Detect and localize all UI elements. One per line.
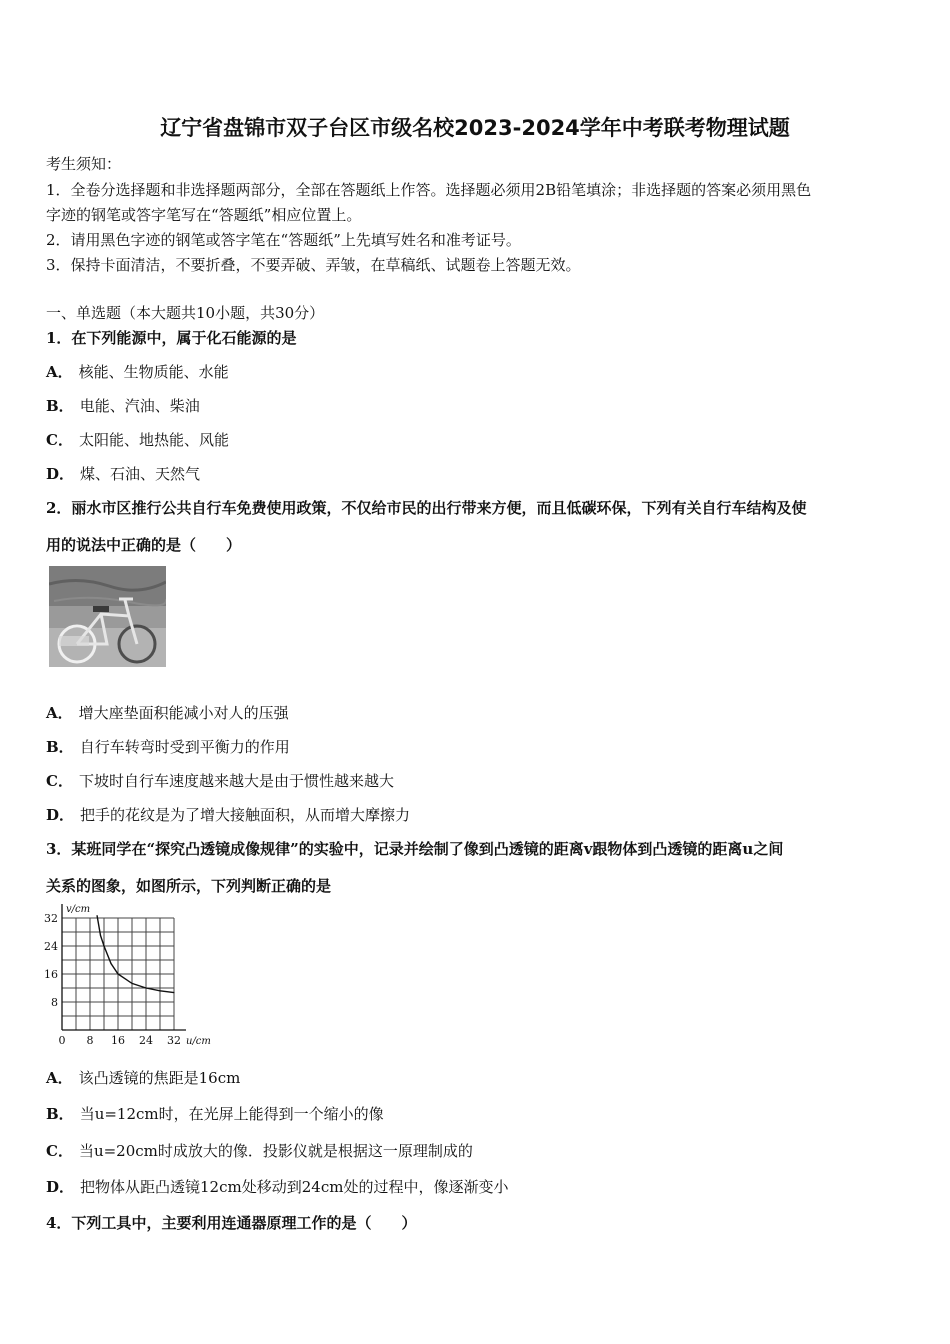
option-text: 把手的花纹是为了增大接触面积，从而增大摩擦力 (80, 806, 411, 824)
data-point (117, 973, 118, 974)
q3-option-b (46, 1103, 384, 1124)
question-3-stem-line1: 3．某班同学在“探究凸透镜成像规律”的实验中，记录并绘制了像到凸透镜的距离v跟物体到凸透镜的距离u之间 (46, 840, 784, 858)
data-point (159, 990, 160, 991)
section-heading: 一、单选题（本大题共10小题，共30分） (46, 304, 325, 322)
data-point (103, 945, 104, 946)
q1-option-a (46, 361, 229, 382)
x-tick-label: 0 (58, 1034, 66, 1047)
x-tick-label: 32 (167, 1034, 181, 1047)
option-text: 把物体从距凸透镜12cm处移动到24cm处的过程中，像逐渐变小 (80, 1178, 509, 1196)
series-curve (97, 915, 174, 992)
y-tick-label: 8 (51, 996, 58, 1009)
option-text: 电能、汽油、柴油 (79, 397, 200, 415)
data-point (100, 935, 101, 936)
q3-option-a (46, 1067, 240, 1088)
q1-option-d (46, 463, 200, 484)
option-text: 太阳能、地热能、风能 (78, 431, 229, 449)
notice-item: 2．请用黑色字迹的钢笔或答字笔在“答题纸”上先填写姓名和准考证号。 (46, 231, 521, 249)
x-tick-label: 8 (86, 1034, 94, 1047)
option-text: 煤、石油、天然气 (80, 465, 201, 483)
option-text: 当u=12cm时，在光屏上能得到一个缩小的像 (79, 1105, 384, 1123)
option-key: D． (46, 1178, 75, 1196)
q2-option-a (46, 702, 289, 723)
question-2-stem-line2: 用的说法中正确的是（ ） (46, 536, 242, 554)
data-point (145, 987, 146, 988)
option-key: B． (46, 1105, 74, 1123)
question-3-stem-line2: 关系的图象，如图所示，下列判断正确的是 (46, 877, 332, 895)
q2-option-c (46, 770, 394, 791)
notice-item: 1．全卷分选择题和非选择题两部分，全部在答题纸上作答。选择题必须用2B铅笔填涂；非选择题的答案必须用黑色 (46, 181, 812, 199)
x-tick-label: 16 (111, 1034, 125, 1047)
page-title: 辽宁省盘锦市双子台区市级名校2023-2024学年中考联考物理试题 (160, 116, 790, 140)
option-key: D． (46, 806, 75, 824)
option-text: 下坡时自行车速度越来越大是由于惯性越来越大 (78, 772, 394, 790)
option-text: 当u=20cm时成放大的像．投影仪就是根据这一原理制成的 (78, 1142, 473, 1160)
y-tick-label: 16 (44, 968, 58, 981)
option-key: A． (46, 363, 73, 381)
q2-option-d (46, 804, 410, 825)
x-axis-label: u/cm (186, 1036, 211, 1047)
q1-option-b (46, 395, 200, 416)
data-point (173, 992, 174, 993)
option-key: C． (46, 772, 73, 790)
question-1-stem: 1．在下列能源中，属于化石能源的是 (46, 329, 297, 347)
question-2-stem-line1: 2．丽水市区推行公共自行车免费使用政策，不仅给市民的出行带来方便，而且低碳环保，下列有关自行车结构及使 (46, 499, 807, 517)
option-key: A． (46, 1069, 73, 1087)
option-key: D． (46, 465, 75, 483)
option-key: B． (46, 738, 74, 756)
option-key: B． (46, 397, 74, 415)
q2-option-b (46, 736, 290, 757)
option-key: C． (46, 431, 73, 449)
q3-option-c (46, 1140, 473, 1161)
notice-item: 字迹的钢笔或答字笔写在“答题纸”相应位置上。 (46, 206, 362, 224)
option-key: A． (46, 704, 73, 722)
notice-heading: 考生须知： (46, 155, 122, 173)
option-text: 增大座垫面积能减小对人的压强 (78, 704, 289, 722)
data-point (110, 963, 111, 964)
notice-item: 3．保持卡面清洁，不要折叠，不要弄破、弄皱，在草稿纸、试题卷上答题无效。 (46, 256, 581, 274)
question-4-stem: 4．下列工具中，主要利用连通器原理工作的是（ ） (46, 1214, 417, 1232)
x-tick-label: 24 (139, 1034, 153, 1047)
y-axis-label: v/cm (66, 904, 91, 915)
bicycle-image (49, 566, 166, 667)
y-tick-label: 24 (44, 940, 58, 953)
option-key: C． (46, 1142, 73, 1160)
q1-option-c (46, 429, 229, 450)
option-text: 核能、生物质能、水能 (78, 363, 229, 381)
y-tick-label: 32 (44, 912, 58, 925)
option-text: 自行车转弯时受到平衡力的作用 (79, 738, 290, 756)
data-point (131, 983, 132, 984)
option-text: 该凸透镜的焦距是16cm (78, 1069, 241, 1087)
lens-chart (40, 903, 220, 1048)
lens-chart-svg (40, 903, 220, 1048)
bicycle-photo-icon (49, 566, 166, 667)
q3-option-d (46, 1176, 508, 1197)
